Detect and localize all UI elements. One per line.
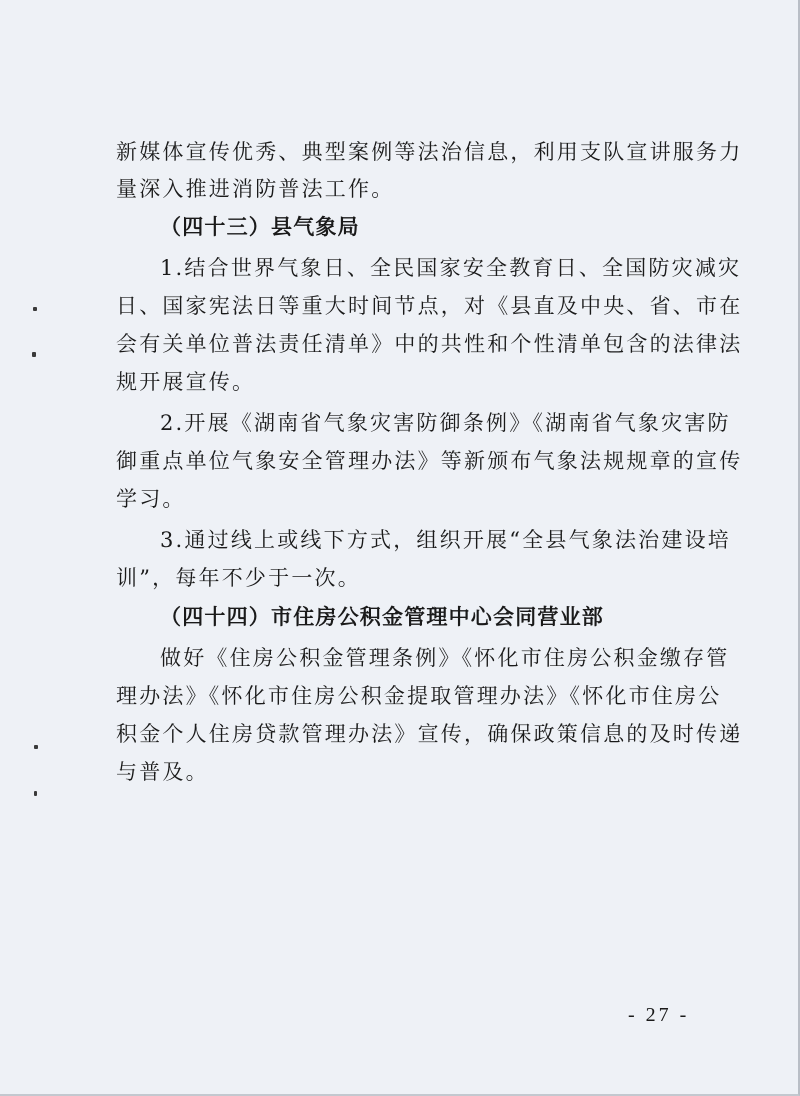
body-text-line: 训”，每年不少于一次。 — [116, 566, 361, 590]
body-text-line: 与普及。 — [116, 760, 209, 784]
body-text-line: 1.结合世界气象日、全民国家安全教育日、全国防灾减灾 — [160, 256, 742, 280]
body-text-line: 做好《住房公积金管理条例》《怀化市住房公积金缴存管 — [160, 646, 730, 670]
section-heading-44: （四十四）市住房公积金管理中心会同营业部 — [160, 604, 604, 629]
body-text-line: 御重点单位气象安全管理办法》等新颁布气象法规规章的宣传 — [116, 449, 743, 473]
body-text-line: 量深入推进消防普法工作。 — [116, 177, 395, 201]
body-text-line: 日、国家宪法日等重大时间节点，对《县直及中央、省、市在 — [116, 294, 743, 318]
body-text-line: 积金个人住房贷款管理办法》宣传，确保政策信息的及时传递 — [116, 722, 743, 746]
scan-speck — [32, 352, 36, 357]
body-text-line: 新媒体宣传优秀、典型案例等法治信息，利用支队宣讲服务力 — [116, 140, 743, 164]
scan-speck — [33, 307, 37, 311]
body-text-line: 3.通过线上或线下方式，组织开展“全县气象法治建设培 — [160, 528, 731, 552]
scan-speck — [34, 745, 38, 749]
body-text-line: 会有关单位普法责任清单》中的共性和个性清单包含的法律法 — [116, 332, 743, 356]
page-number: - 27 - — [628, 1004, 690, 1026]
scan-speck — [34, 791, 37, 796]
body-text-line: 理办法》《怀化市住房公积金提取管理办法》《怀化市住房公 — [116, 684, 722, 708]
body-text-line: 学习。 — [116, 487, 186, 511]
body-text-line: 规开展宣传。 — [116, 370, 256, 394]
section-heading-43: （四十三）县气象局 — [160, 214, 360, 239]
body-text-line: 2.开展《湖南省气象灾害防御条例》《湖南省气象灾害防 — [160, 411, 731, 435]
